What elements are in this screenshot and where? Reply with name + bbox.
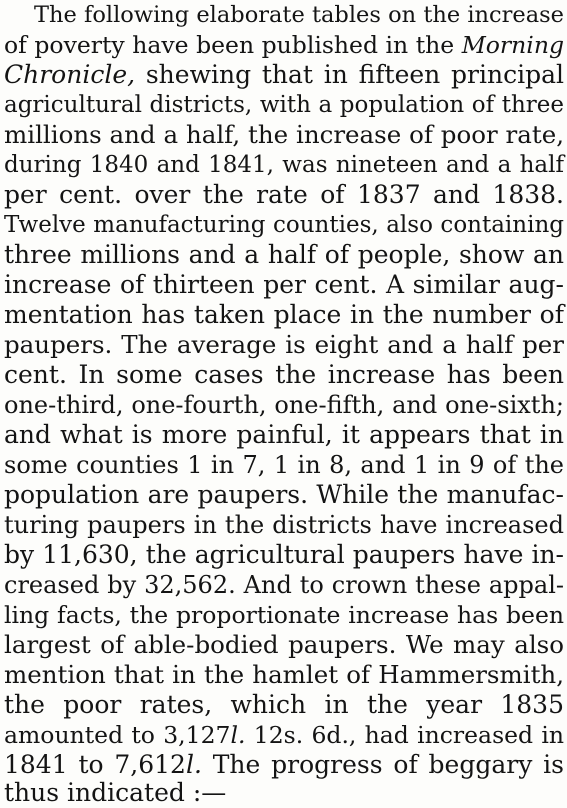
text-line-3 <box>4 60 564 90</box>
line-text: population are paupers. While the manufac- <box>4 480 564 509</box>
text-line-19 <box>4 540 564 570</box>
text-line-23 <box>4 660 564 690</box>
text-line-9 <box>4 240 564 270</box>
line-text: some counties 1 in 7, 1 in 8, and 1 in 9 of the <box>4 451 564 479</box>
line-text: agricultural districts, with a population of three <box>4 92 564 118</box>
line-text: during 1840 and 1841, was nineteen and a half <box>4 152 564 178</box>
text-line-5 <box>4 120 564 150</box>
line-text: mentation has taken place in the number of <box>4 300 564 329</box>
text-line-6 <box>4 150 564 180</box>
line-text: largest of able-bodied paupers. We may also <box>4 630 564 659</box>
line-text: shewing that in fifteen principal <box>135 60 564 89</box>
text-line-17 <box>4 480 564 510</box>
line-text: three millions and a half of people, show an <box>4 240 564 269</box>
line-text: paupers. The average is eight and a half per <box>4 330 564 359</box>
text-line-7 <box>4 180 564 210</box>
line-text: of poverty have been published in the <box>4 31 462 59</box>
line-text: creased by 32,562. And to crown these appal- <box>4 571 564 599</box>
line-text: and what is more painful, it appears that in <box>4 420 564 449</box>
italic-currency-symbol: l. <box>185 750 202 779</box>
text-line-4 <box>4 90 564 120</box>
italic-title-text: Chronicle, <box>4 60 136 89</box>
line-text: Twelve manufacturing counties, also containing <box>4 212 564 238</box>
text-line-2 <box>4 30 564 60</box>
line-text: millions and a half, the increase of poor rate, <box>4 120 564 149</box>
text-line-26 <box>4 750 564 780</box>
text-line-11 <box>4 300 564 330</box>
line-text: increase of thirteen per cent. A similar aug- <box>4 270 564 299</box>
text-line-27 <box>4 778 564 808</box>
text-line-8 <box>4 210 564 240</box>
text-line-13 <box>4 360 564 390</box>
line-text: turing paupers in the districts have increased <box>4 511 564 539</box>
line-text: ling facts, the proportionate increase has been <box>4 601 564 629</box>
text-line-16 <box>4 450 564 480</box>
line-text: The following elaborate tables on the increase <box>34 2 564 28</box>
text-line-14 <box>4 390 564 420</box>
line-text: cent. In some cases the increase has been <box>4 360 564 389</box>
text-line-25 <box>4 720 564 750</box>
text-line-1 <box>34 0 564 30</box>
line-text: the poor rates, which in the year 1835 <box>4 690 564 719</box>
line-text: 12s. 6d., had increased in <box>245 721 564 749</box>
line-text: 1841 to 7,612 <box>4 750 186 779</box>
line-text: amounted to 3,127 <box>4 721 231 749</box>
line-text: per cent. over the rate of 1837 and 1838. <box>4 180 564 209</box>
line-text: thus indicated :— <box>4 778 227 807</box>
text-line-21 <box>4 600 564 630</box>
text-line-10 <box>4 270 564 300</box>
text-line-15 <box>4 420 564 450</box>
text-line-24 <box>4 690 564 720</box>
line-text: mention that in the hamlet of Hammersmith, <box>4 660 564 689</box>
italic-title-text: Morning <box>461 31 564 59</box>
text-line-12 <box>4 330 564 360</box>
text-line-22 <box>4 630 564 660</box>
text-line-18 <box>4 510 564 540</box>
line-text: one-third, one-fourth, one-fifth, and one-sixth; <box>4 391 564 419</box>
line-text: by 11,630, the agricultural paupers have in- <box>4 540 564 569</box>
text-line-20 <box>4 570 564 600</box>
italic-currency-symbol: l. <box>230 721 246 749</box>
line-text: The progress of beggary is <box>201 750 564 779</box>
